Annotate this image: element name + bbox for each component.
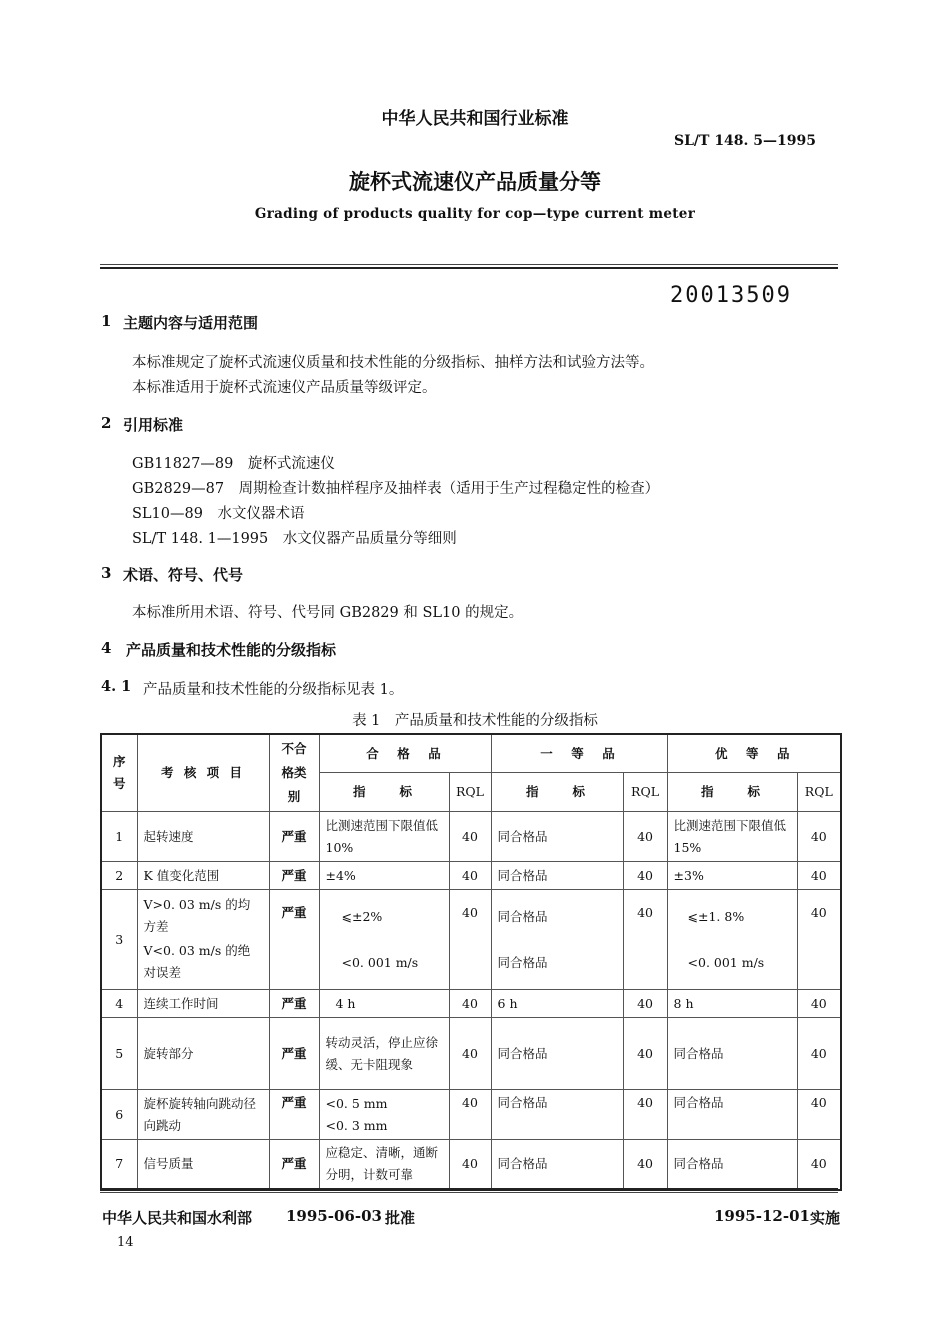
cell-g2-b: 同合格品 bbox=[497, 954, 548, 970]
cell-rql: 40 bbox=[623, 1018, 667, 1090]
section-3-paragraph-1: 本标准所用术语、符号、代号同 GB2829 和 SL10 的规定。 bbox=[132, 605, 524, 621]
table-header-row bbox=[101, 734, 841, 773]
subsection-4-1-text: 产品质量和技术性能的分级指标见表 1。 bbox=[143, 682, 404, 698]
footer-effective-date: 1995-12-01 bbox=[714, 1207, 810, 1225]
header-first-class: 一 等 品 bbox=[491, 734, 667, 773]
document-title: 旋杯式流速仪产品质量分等 bbox=[349, 169, 601, 194]
cell-rql: 40 bbox=[449, 1018, 491, 1090]
cell-type: 严重 bbox=[269, 1140, 319, 1190]
cell-g3: 同合格品 bbox=[667, 1140, 797, 1190]
cell-g3-b: <0. 001 m/s bbox=[687, 954, 765, 970]
header-index: 指 标 bbox=[491, 773, 623, 812]
cell-rql: 40 bbox=[449, 812, 491, 862]
cell-g1: 4 h bbox=[319, 990, 449, 1018]
grading-table bbox=[100, 733, 842, 1191]
reference-item: SL/T 148. 1—1995 水文仪器产品质量分等细则 bbox=[132, 531, 457, 547]
cell-no: 4 bbox=[101, 990, 137, 1018]
cell-no: 1 bbox=[101, 812, 137, 862]
cell-rql: 40 bbox=[797, 1018, 841, 1090]
section-1-paragraph-1: 本标准规定了旋杯式流速仪质量和技术性能的分级指标、抽样方法和试验方法等。 bbox=[132, 355, 654, 371]
header-qualified: 合 格 品 bbox=[319, 734, 491, 773]
cell-rql: 40 bbox=[797, 990, 841, 1018]
cell-g1: 应稳定、清晰，通断分明，计数可靠 bbox=[319, 1140, 449, 1190]
cell-no: 7 bbox=[101, 1140, 137, 1190]
cell-g3-a: ⩽±1. 8% bbox=[687, 908, 745, 924]
reference-item: GB2829—87 周期检查计数抽样程序及抽样表（适用于生产过程稳定性的检查） bbox=[132, 481, 660, 497]
cell-item-a: V>0. 03 m/s 的均方差 bbox=[143, 896, 251, 934]
section-1-paragraph-2: 本标准适用于旋杯式流速仪产品质量等级评定。 bbox=[132, 380, 437, 396]
table-row bbox=[101, 1090, 841, 1140]
cell-no: 3 bbox=[101, 890, 137, 990]
section-3-title: 术语、符号、代号 bbox=[123, 566, 244, 584]
cell-g2: 6 h bbox=[491, 990, 623, 1018]
cell-no: 2 bbox=[101, 862, 137, 890]
table-row bbox=[101, 890, 841, 990]
cell-g1: 比测速范围下限值低 10% bbox=[319, 812, 449, 862]
page-number: 14 bbox=[117, 1235, 134, 1250]
cell-item: 连续工作时间 bbox=[137, 990, 269, 1018]
footer-issuer: 中华人民共和国水利部 bbox=[102, 1209, 253, 1227]
header-seq: 序号 bbox=[101, 734, 137, 812]
header-index: 指 标 bbox=[319, 773, 449, 812]
cell-rql: 40 bbox=[449, 1090, 491, 1140]
cell-g1: ±4% bbox=[319, 862, 449, 890]
footer-rule-top bbox=[100, 1188, 838, 1190]
footer-approve-label: 批准 bbox=[385, 1209, 416, 1227]
footer-rule-bottom bbox=[100, 1192, 838, 1193]
cell-rql: 40 bbox=[623, 862, 667, 890]
header-item: 考 核 项 目 bbox=[137, 734, 269, 812]
section-4-title: 产品质量和技术性能的分级指标 bbox=[126, 641, 337, 659]
footer-effective-label: 实施 bbox=[810, 1209, 841, 1227]
header-type: 不合格类 别 bbox=[269, 734, 319, 812]
cell-rql: 40 bbox=[797, 890, 841, 990]
cell-rql: 40 bbox=[797, 812, 841, 862]
cell-rql: 40 bbox=[623, 1140, 667, 1190]
cell-g3: ±3% bbox=[667, 862, 797, 890]
cell-rql: 40 bbox=[797, 1140, 841, 1190]
cell-type: 严重 bbox=[269, 990, 319, 1018]
cell-g3: 同合格品 bbox=[667, 1090, 797, 1140]
cell-rql: 40 bbox=[623, 1090, 667, 1140]
section-2-number: 2 bbox=[101, 414, 112, 432]
cell-g3: 比测速范围下限值低 15% bbox=[667, 812, 797, 862]
cell-type: 严重 bbox=[269, 890, 319, 990]
section-3-number: 3 bbox=[101, 564, 112, 582]
standard-category: 中华人民共和国行业标准 bbox=[381, 109, 569, 129]
section-1-title: 主题内容与适用范围 bbox=[123, 314, 259, 332]
header-rql: RQL bbox=[797, 773, 841, 812]
cell-g2: 同合格品 bbox=[491, 1090, 623, 1140]
cell-g1: 转动灵活，停止应徐缓、无卡阻现象 bbox=[319, 1018, 449, 1090]
table-row bbox=[101, 862, 841, 890]
cell-type: 严重 bbox=[269, 1018, 319, 1090]
cell-rql: 40 bbox=[449, 890, 491, 990]
header-index: 指 标 bbox=[667, 773, 797, 812]
cell-g3 bbox=[667, 890, 797, 990]
cell-g2 bbox=[491, 890, 623, 990]
cell-g1-a: <0. 5 mm bbox=[325, 1095, 388, 1111]
section-2-title: 引用标准 bbox=[123, 416, 184, 434]
section-4-number: 4 bbox=[101, 639, 112, 657]
footer-approve-date: 1995-06-03 bbox=[286, 1207, 382, 1225]
table-row bbox=[101, 1140, 841, 1190]
cell-item-b: V<0. 03 m/s 的绝对误差 bbox=[143, 942, 251, 980]
cell-no: 5 bbox=[101, 1018, 137, 1090]
cell-rql: 40 bbox=[449, 990, 491, 1018]
standard-code: SL/T 148. 5—1995 bbox=[673, 133, 816, 149]
table-row bbox=[101, 990, 841, 1018]
header-rule-bottom bbox=[100, 267, 838, 269]
table-row bbox=[101, 1018, 841, 1090]
cell-g1-b: <0. 3 mm bbox=[325, 1117, 388, 1133]
cell-rql: 40 bbox=[797, 862, 841, 890]
cell-item: 信号质量 bbox=[137, 1140, 269, 1190]
cell-rql: 40 bbox=[797, 1090, 841, 1140]
section-1-number: 1 bbox=[101, 312, 112, 330]
cell-g2-a: 同合格品 bbox=[497, 908, 548, 924]
cell-item: K 值变化范围 bbox=[137, 862, 269, 890]
cell-g1-b: <0. 001 m/s bbox=[341, 954, 419, 970]
cell-g2: 同合格品 bbox=[491, 1018, 623, 1090]
header-excellent: 优 等 品 bbox=[667, 734, 841, 773]
cell-g1-a: ⩽±2% bbox=[341, 908, 383, 924]
cell-type: 严重 bbox=[269, 1090, 319, 1140]
table-row bbox=[101, 812, 841, 862]
header-rule-top bbox=[100, 264, 838, 265]
cell-g2: 同合格品 bbox=[491, 1140, 623, 1190]
cell-no: 6 bbox=[101, 1090, 137, 1140]
cell-g1 bbox=[319, 1090, 449, 1140]
cell-type: 严重 bbox=[269, 812, 319, 862]
cell-g3: 同合格品 bbox=[667, 1018, 797, 1090]
cell-item: 起转速度 bbox=[137, 812, 269, 862]
reference-item: GB11827—89 旋杯式流速仪 bbox=[132, 456, 335, 472]
header-rql: RQL bbox=[623, 773, 667, 812]
cell-item bbox=[137, 890, 269, 990]
table-caption: 表 1 产品质量和技术性能的分级指标 bbox=[352, 713, 598, 729]
cell-g1 bbox=[319, 890, 449, 990]
cell-g2: 同合格品 bbox=[491, 862, 623, 890]
header-rql: RQL bbox=[449, 773, 491, 812]
reference-item: SL10—89 水文仪器术语 bbox=[132, 506, 305, 522]
cell-rql: 40 bbox=[623, 990, 667, 1018]
cell-g2: 同合格品 bbox=[491, 812, 623, 862]
document-title-english: Grading of products quality for cop—type current meter bbox=[254, 206, 696, 222]
cell-item: 旋转部分 bbox=[137, 1018, 269, 1090]
cell-item: 旋杯旋转轴向跳动径向跳动 bbox=[137, 1090, 269, 1140]
cell-type: 严重 bbox=[269, 862, 319, 890]
cell-rql: 40 bbox=[449, 862, 491, 890]
cell-g3: 8 h bbox=[667, 990, 797, 1018]
cell-rql: 40 bbox=[449, 1140, 491, 1190]
cell-rql: 40 bbox=[623, 890, 667, 990]
cell-rql: 40 bbox=[623, 812, 667, 862]
document-number: 20013509 bbox=[670, 283, 792, 308]
subsection-4-1-number: 4. 1 bbox=[101, 678, 132, 695]
